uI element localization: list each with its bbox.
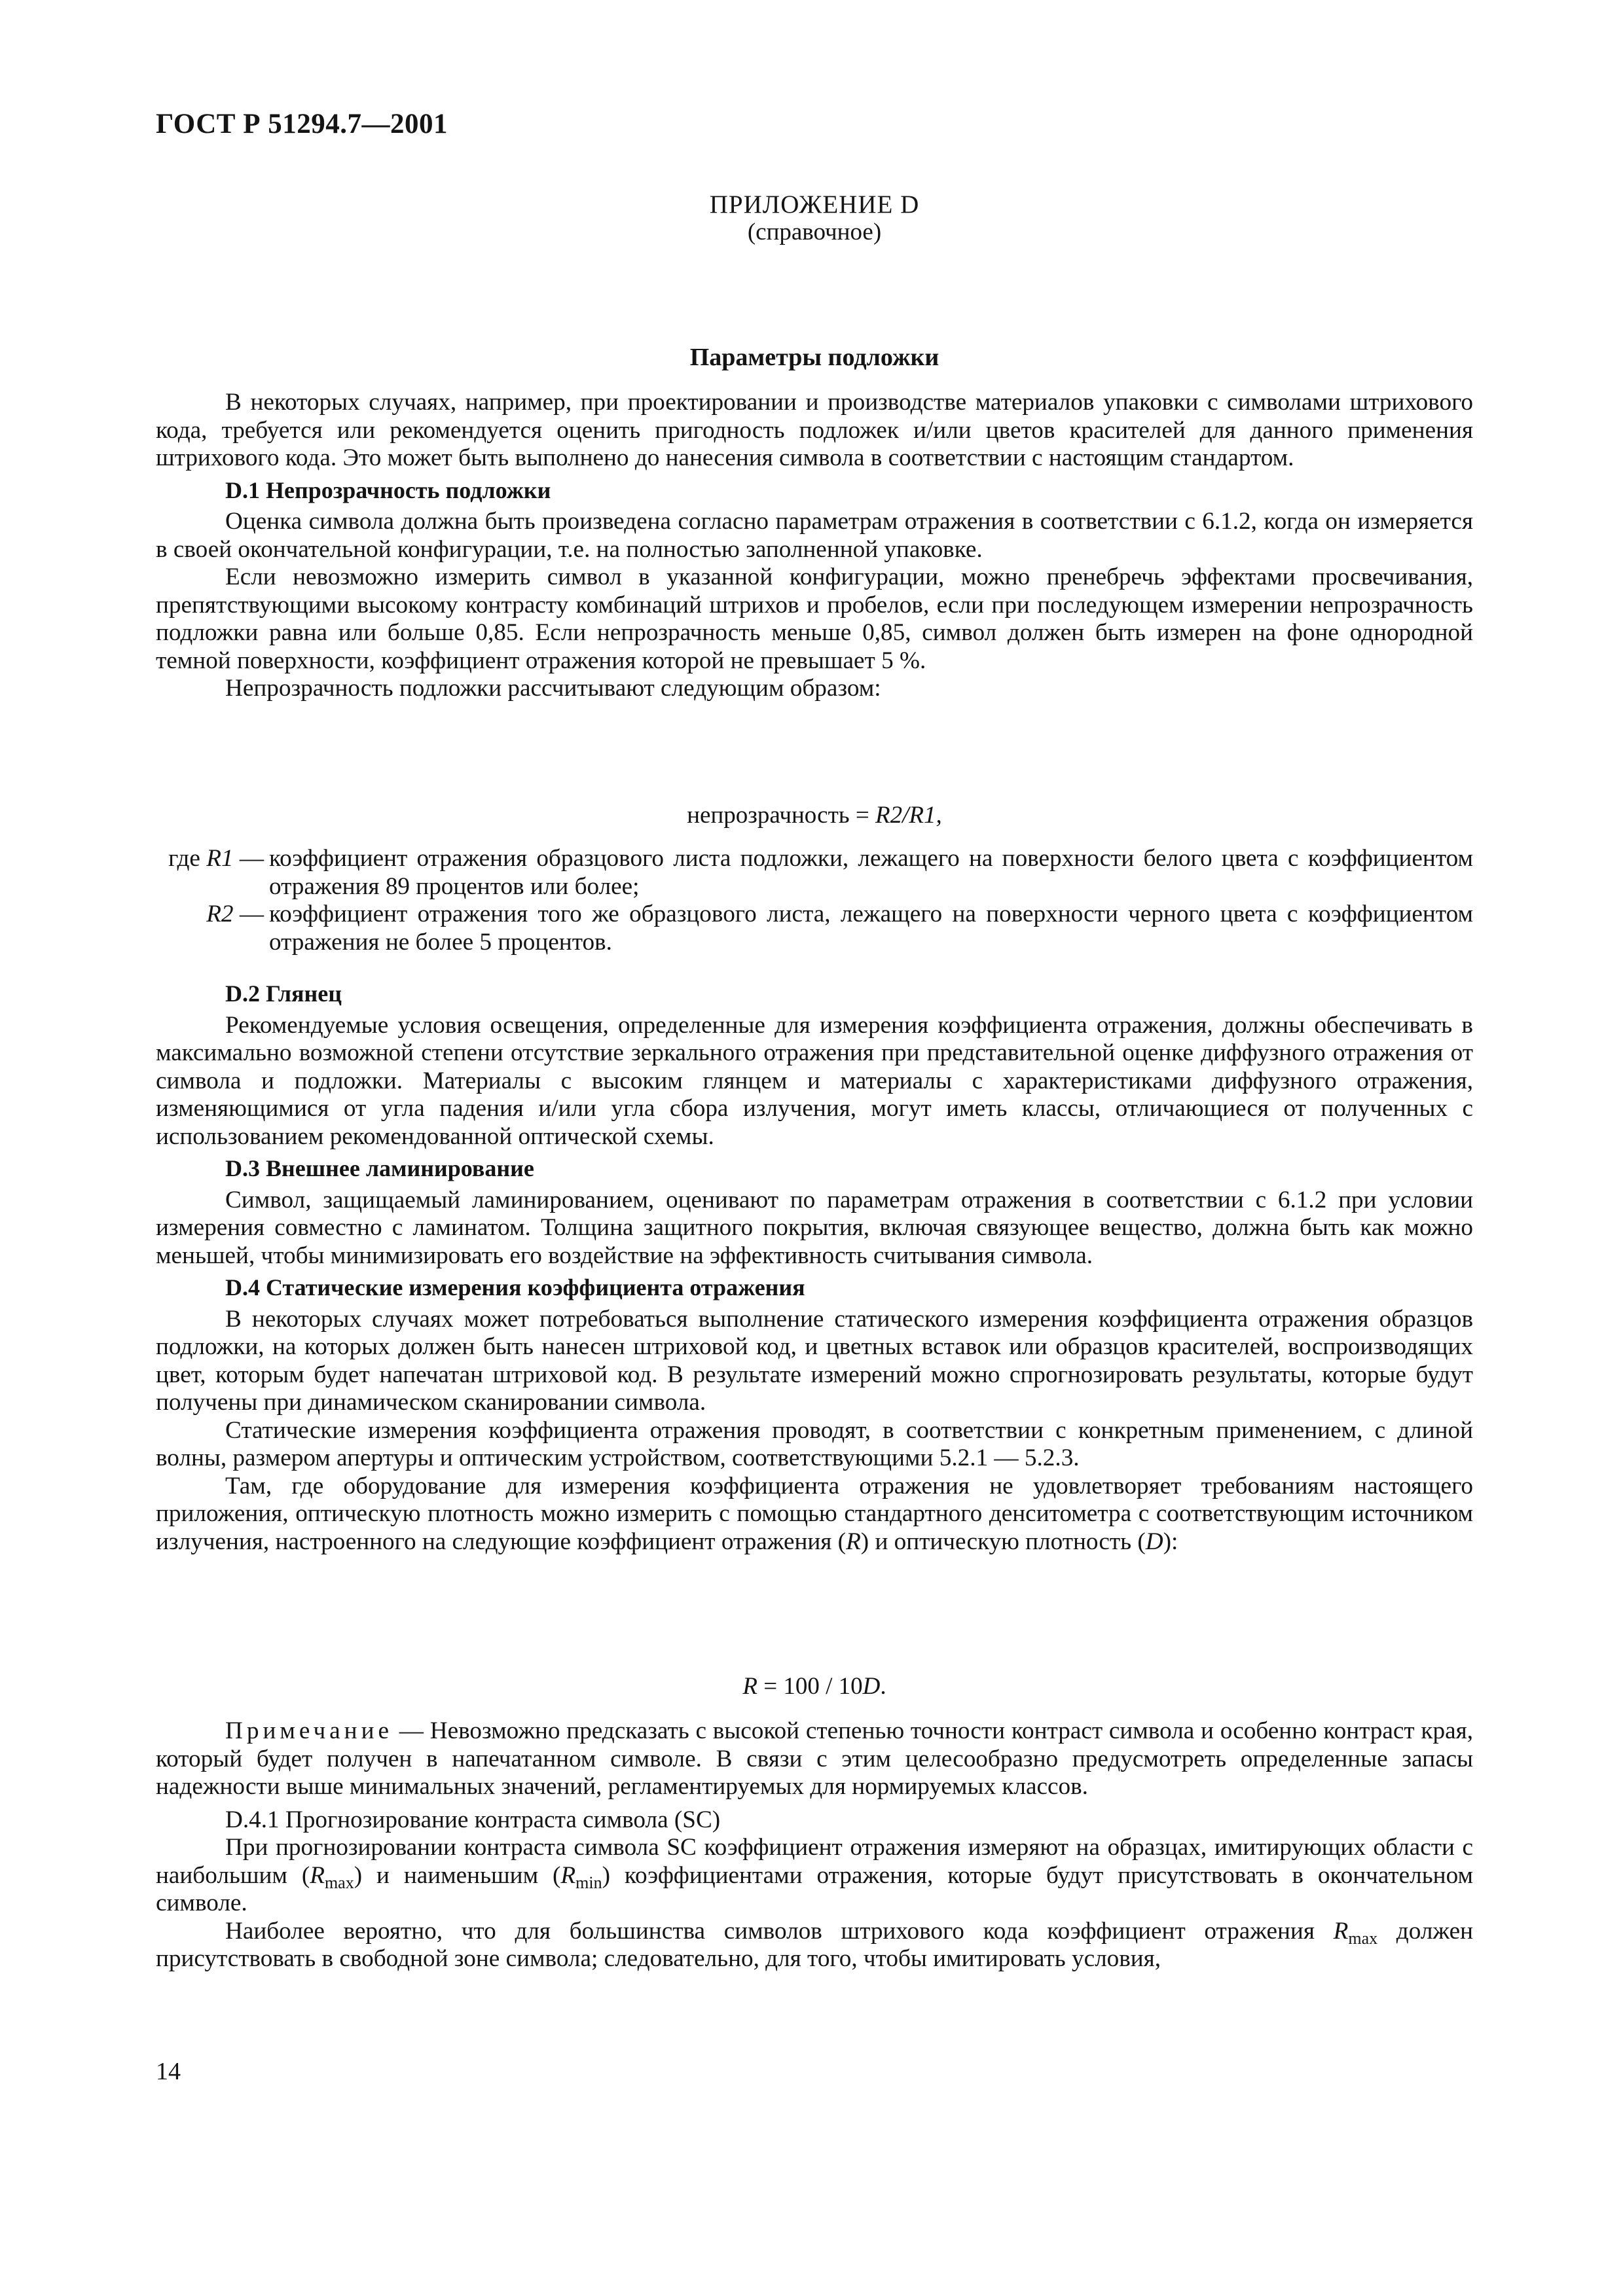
section-title: Параметры подложки — [689, 344, 939, 371]
legend-text-r2: коэффициент отражения того же образцового листа, лежащего на поверхности черного цвета с коэффициентом отражения не более 5 процентов. — [269, 901, 1473, 956]
formula-legend — [156, 845, 1473, 956]
d2-paragraph: Рекомендуемые условия освещения, определенные для измерения коэффициента отражения, должны обеспечивать в максимально возможной степени отсутствие зеркального отражения при представительной оценке диффузного отражения от символа и подложки. Материалы с высоким глянцем и материалы с характеристиками диффузного отражения, изменяющимися от угла падения и/или угла сбора излучения, могут иметь классы, отличающиеся от полученных с использованием рекомендованной оптической схемы. — [156, 1011, 1473, 1150]
intro-block — [156, 389, 1473, 703]
formula-right: R2/R1, — [875, 802, 942, 829]
d4-paragraph-3: Там, где оборудование для измерения коэффициента отражения не удовлетворяет требованиям настоящего приложения, оптическую плотность можно измерить с помощью стандартного денситометра с соответствующим источником излучения, настроенного на следующие коэффициент отражения (R) и оптическую плотность (D): — [156, 1472, 1473, 1555]
d1-paragraph-2: Если невозможно измерить символ в указанной конфигурации, можно пренебречь эффектами просвечивания, препятствующими высокому контрасту комбинаций штрихов и пробелов, если при последующем измерении непрозрачность подложки равна или больше 0,85. Если непрозрачность меньше 0,85, символ должен быть измерен на фоне однородной темной поверхности, коэффициент отражения которой не превышает 5 %. — [156, 564, 1473, 674]
d4-heading: D.4 Статические измерения коэффициента отражения — [225, 1274, 805, 1300]
note-and-d41 — [156, 1717, 1473, 1973]
d41-paragraph-1: При прогнозировании контраста символа SC коэффициент отражения измеряют на образцах, имитирующих области с наибольшим $(R_{max})$ и наименьшим $(R_{min})$ коэффициентами отражения, которые будут присутствовать в окончательном символе. — [156, 1834, 1473, 1916]
legend-row-r2 — [156, 901, 1473, 956]
opacity-formula — [156, 801, 1473, 829]
d2-heading: D.2 Глянец — [225, 980, 342, 1007]
d41-paragraph-2: Наиболее вероятно, что для большинства символов штрихового кода коэффициент отражения $R_{max}$ должен присутствовать в свободной зоне символа; следовательно, для того, чтобы имитировать условия, — [156, 1917, 1473, 1972]
d1-paragraph-3: Непрозрачность подложки рассчитывают следующим образом: — [225, 675, 881, 702]
appendix-title: ПРИЛОЖЕНИЕ D — [709, 190, 920, 219]
d1-heading: D.1 Непрозрачность подложки — [225, 476, 551, 503]
legend-row-r1 — [156, 845, 1473, 901]
d41-heading: D.4.1 Прогнозирование контраста символа (SC) — [225, 1806, 721, 1833]
density-formula: R = 100 / 10D. — [742, 1673, 886, 1700]
d3-paragraph: Символ, защищаемый ламинированием, оценивают по параметрам отражения в соответствии с 6.1.2 при условии измерения совместно с ламинатом. Толщина защитного покрытия, включая связующее вещество, должна быть как можно меньшей, чтобы минимизировать его воздействие на эффективность считывания символа. — [156, 1186, 1473, 1269]
d1-paragraph-1: Оценка символа должна быть произведена согласно параметрам отражения в соответствии с 6.1.2, когда он измеряется в своей окончательной конфигурации, т.е. на полностью заполненной упаковке. — [156, 508, 1473, 563]
sections-d2-d4 — [156, 980, 1473, 1556]
d4-paragraph-2: Статические измерения коэффициента отражения проводят, в соответствии с конкретным применением, с длиной волны, размером апертуры и оптическим устройством, соответствующими 5.2.1 — 5.2.3. — [156, 1416, 1473, 1471]
standard-code: ГОСТ Р 51294.7—2001 — [156, 109, 448, 139]
legend-label-r1: где R1 — — [168, 845, 264, 872]
intro-paragraph: В некоторых случаях, например, при проектировании и производстве материалов упаковки с символами штрихового кода, требуется или рекомендуется оценить пригодность подложек и/или цветов красителей для данного применения штрихового кода. Это может быть выполнено до нанесения символа в соответствии с настоящим стандартом. — [156, 389, 1473, 471]
note-paragraph: Примечание — Невозможно предсказать с высокой степенью точности контраст символа и особенно контраст края, который будет получен в напечатанном символе. В связи с этим целесообразно предусмотреть определенные запасы надежности выше минимальных значений, регламентируемых для нормируемых классов. — [156, 1717, 1473, 1800]
d4-paragraph-1: В некоторых случаях может потребоваться выполнение статического измерения коэффициента отражения образцов подложки, на которых должен быть нанесен штриховой код, и цветных вставок или образцов красителей, воспроизводящих цвет, которым будет напечатан штриховой код. В результате измерений можно спрогнозировать результаты, которые будут получены при динамическом сканировании символа. — [156, 1305, 1473, 1416]
page-number: 14 — [156, 2058, 181, 2085]
formula-left: непрозрачность = — [687, 802, 875, 829]
note-label: Примечание — [225, 1717, 393, 1744]
appendix-subtitle: (справочное) — [747, 219, 882, 245]
legend-text-r1: коэффициент отражения образцового листа подложки, лежащего на поверхности белого цвета с коэффициентом отражения 89 процентов или более; — [269, 845, 1473, 900]
d3-heading: D.3 Внешнее ламинирование — [225, 1155, 534, 1181]
legend-label-r2: R2 — — [206, 901, 264, 927]
